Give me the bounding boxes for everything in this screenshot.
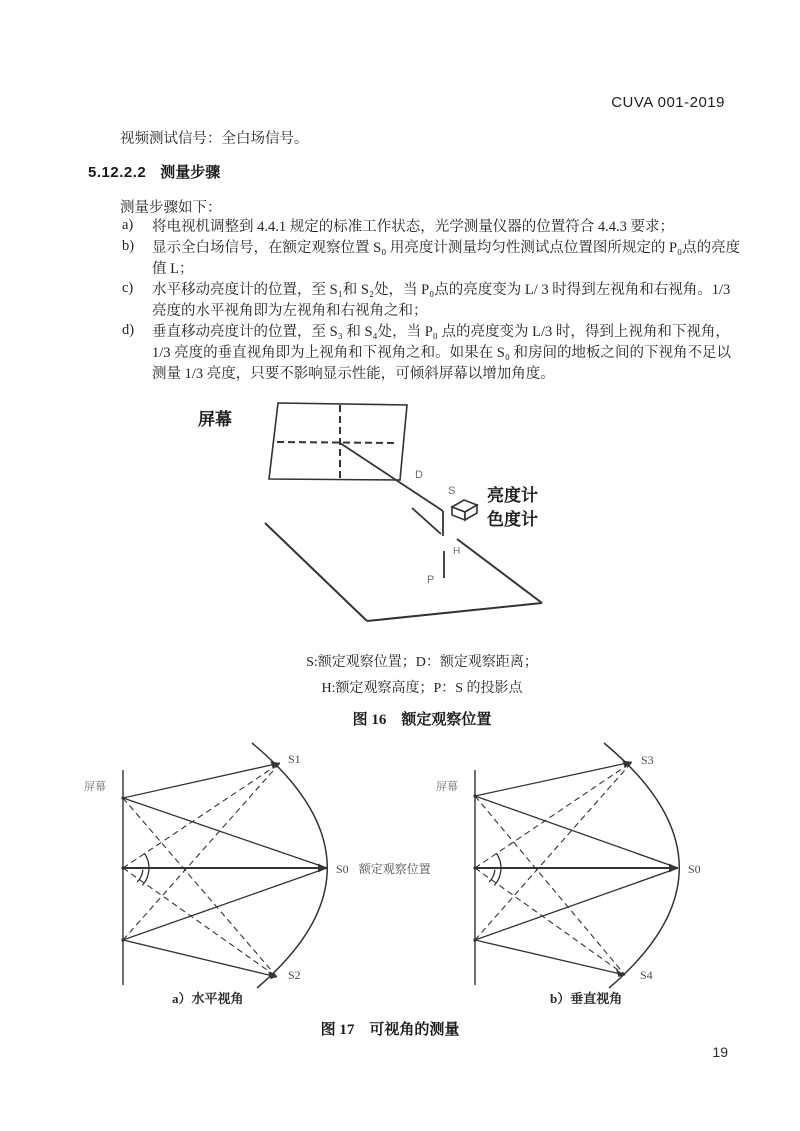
section-heading: [88, 161, 220, 182]
p-label: P: [427, 574, 435, 586]
colorimeter-label: 色度计: [487, 510, 538, 529]
step-line: 显示全白场信号，在额定观察位置 S₀ 用亮度计测量均匀性测试点位置图所规定的 P₀点的亮度: [152, 240, 741, 256]
s2-label: S2: [288, 968, 301, 982]
s0-label-row: [336, 860, 431, 877]
step-line: 垂直移动亮度计的位置，至 S₃ 和 S₄处，当 P₀ 点的亮度变为 L/3 时，得到上视角和下视角，: [152, 324, 730, 340]
figure16-diagram: [185, 393, 605, 633]
figure16-legend: [182, 650, 662, 702]
step-marker: a): [122, 217, 134, 233]
s-label: S: [448, 485, 456, 497]
figure17-left-diagram: [60, 742, 440, 1010]
figure16-line-art: [185, 393, 605, 633]
step-row-d: [122, 322, 742, 385]
step-line: 亮度的水平视角即为左视角和右视角之和；: [152, 303, 428, 319]
subcaption-a: a）水平视角: [172, 991, 244, 1006]
steps-list: [122, 217, 742, 385]
step-marker: c): [122, 280, 134, 296]
step-marker: d): [122, 322, 135, 338]
page-number: 19: [712, 1044, 728, 1060]
step-line: 测量 1/3 亮度，只要不影响显示性能，可倾斜屏幕以增加角度。: [152, 366, 555, 382]
h-label: H: [453, 546, 461, 557]
figure16-legend-line1: S:额定观察位置；D：额定观察距离；: [306, 655, 538, 670]
step-marker: b): [122, 238, 135, 254]
step-row-c: [122, 280, 742, 322]
step-row-b: [122, 238, 742, 280]
step-row-a: [122, 217, 742, 238]
step-line: 将电视机调整到 4.4.1 规定的标准工作状态，光学测量仪器的位置符合 4.4.3 要求；: [152, 219, 674, 235]
s1-label: S1: [288, 752, 301, 766]
s0-label: S0: [688, 862, 701, 876]
s3-label: S3: [641, 753, 654, 767]
luminance-meter-box-icon: [452, 500, 477, 520]
s4-label: S4: [640, 968, 653, 982]
section-number: 5.12.2.2: [88, 164, 147, 181]
s0-note: 额定观察位置: [358, 862, 431, 876]
luminance-meter-label: 亮度计: [487, 486, 538, 505]
subcaption-b: b）垂直视角: [550, 991, 623, 1006]
screen-label: 屏幕: [198, 410, 232, 429]
step-line: 1/3 亮度的垂直视角即为上视角和下视角之和。如果在 S₀ 和房间的地板之间的下视角不足以: [152, 345, 732, 361]
step-line: 值 L；: [152, 261, 194, 277]
figure17-right-line-art: [420, 742, 780, 992]
figure17-caption: 图 17 可视角的测量: [320, 1022, 460, 1038]
d-label: D: [415, 469, 423, 481]
s0-label: S0: [336, 862, 349, 876]
intro-paragraph: 视频测试信号：全白场信号。: [120, 131, 309, 147]
figure17-right-diagram: [420, 742, 800, 1010]
section-title: 测量步骤: [160, 165, 221, 181]
figure16-legend-line2: H:额定观察高度；P：S 的投影点: [321, 681, 523, 696]
step-line: 水平移动亮度计的位置，至 S₁和 S₂处，当 P₀点的亮度变为 L/ 3 时得到左视角和右视角。1/3: [152, 282, 731, 298]
screen-label: 屏幕: [436, 781, 458, 793]
screen-label: 屏幕: [84, 781, 106, 793]
steps-intro: 测量步骤如下：: [120, 200, 222, 216]
figure16-caption: 图 16 额定观察位置: [352, 712, 492, 728]
page-header: CUVA 001-2019: [611, 94, 725, 111]
